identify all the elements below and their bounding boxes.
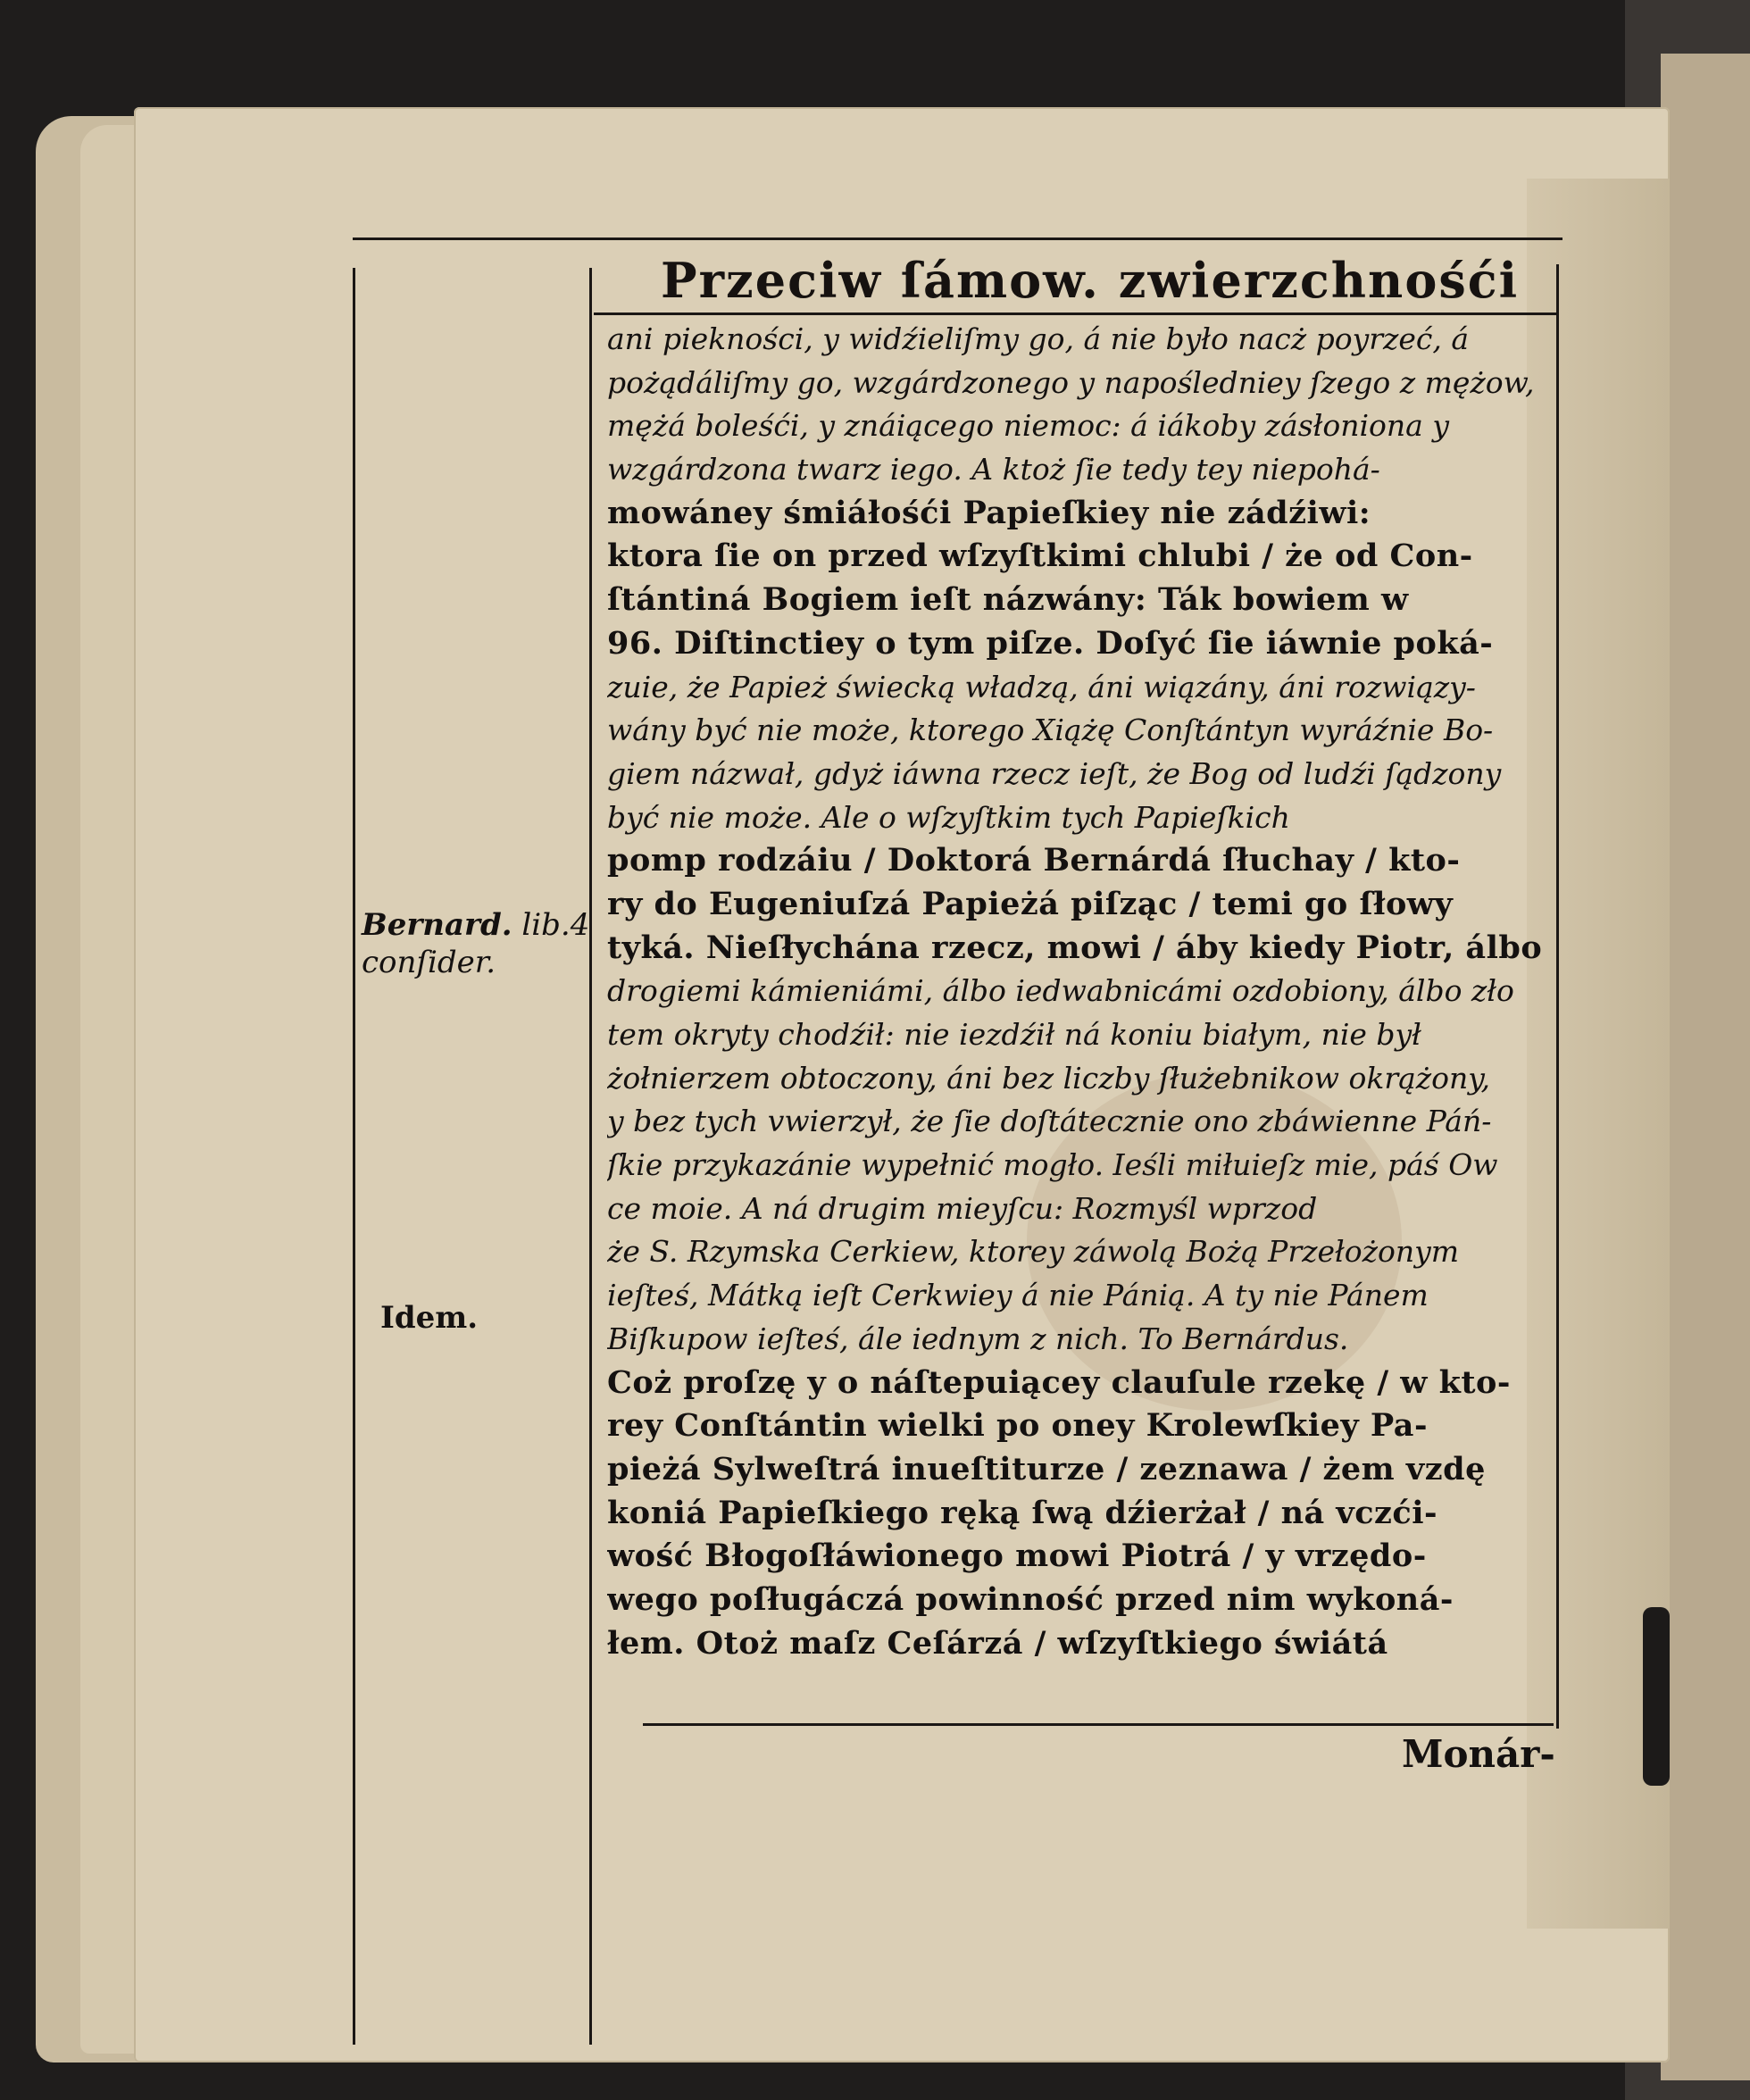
text-line: żołnierzem obtoczony, áni bez liczby ſłużebnikow okrążony, xyxy=(607,1060,1491,1096)
text-line: ktora ſie on przed wſzyſtkimi chlubi / że od Con- xyxy=(607,538,1473,575)
text-line: 96. Diſtinctiey o tym piſze. Doſyć ſie iáwnie poká- xyxy=(607,624,1494,662)
marginal-note-author: Bernard. xyxy=(362,907,512,943)
text-line: ani piekności, y widźieliſmy go, á nie było nacż poyrzeć, á xyxy=(607,321,1470,356)
text-line: mężá boleśći, y znáiącego niemoc: á iákoby zásłoniona y xyxy=(607,408,1449,444)
text-line: Biſkupow ieſteś, ále iednym z nich. To Bernárdus. xyxy=(607,1321,1349,1356)
marginal-note-work: conſider. xyxy=(362,945,496,980)
marginal-note-ref: lib.4 xyxy=(512,907,590,943)
text-line: mowáney śmiáłośći Papieſkiey nie zádźiwi: xyxy=(607,494,1371,531)
marginal-note-idem: Idem. xyxy=(380,1300,479,1336)
text-line: być nie może. Ale o wſzyſtkim tych Papieſkich xyxy=(607,799,1290,835)
text-line: pożądáliſmy go, wzgárdzonego y napośledniey ſzego z mężow, xyxy=(607,364,1535,400)
text-line: koniá Papieſkiego ręką ſwą dźierżał / ná vczći- xyxy=(607,1494,1438,1531)
text-line: drogiemi kámieniámi, álbo iedwabnicámi ozdobiony, álbo zło xyxy=(607,973,1514,1009)
text-line: pomp rodzáiu / Doktorá Bernárdá ſłuchay / kto- xyxy=(607,842,1461,879)
text-line: ſtántiná Bogiem ieſt názwány: Ták bowiem w xyxy=(607,581,1409,619)
text-line: zuie, że Papież świecką władzą, áni wiązány, áni rozwiązy- xyxy=(607,669,1476,704)
frame-rule-right xyxy=(1556,264,1559,1729)
text-line: ieſteś, Mátką ieſt Cerkwiey á nie Pánią. A ty nie Pánem xyxy=(607,1278,1429,1313)
text-line: że S. Rzymska Cerkiew, ktorey záwolą Bożą Przełożonym xyxy=(607,1234,1460,1270)
text-line: ry do Eugeniuſzá Papieżá piſząc / temi go ſłowy xyxy=(607,885,1454,922)
text-line: rey Conſtántin wielki po oney Krolewſkiey Pa- xyxy=(607,1407,1428,1445)
foot-rule xyxy=(643,1723,1554,1726)
text-line: pieżá Sylweſtrá inueſtiturze / zeznawa / żem vzdę xyxy=(607,1450,1486,1488)
frame-rule-margin xyxy=(589,268,592,2045)
text-line: tem okryty chodźił: nie iezdźił ná koniu białym, nie był xyxy=(607,1017,1421,1052)
catchword: Monár- xyxy=(1402,1732,1555,1776)
text-line: tyká. Nieſłychána rzecz, mowi / áby kiedy Piotr, álbo xyxy=(607,929,1543,966)
marginal-note-bernard xyxy=(362,906,589,981)
frame-rule-left xyxy=(353,268,355,2045)
page-damage xyxy=(1643,1607,1670,1786)
text-line: wány być nie może, ktorego Xiążę Conſtántyn wyráźnie Bo- xyxy=(607,712,1494,748)
running-head-rule xyxy=(594,312,1558,315)
running-head: Przeciw ſámow. zwierzchnośći xyxy=(661,252,1520,309)
text-line: giem názwał, gdyż iáwna rzecz ieſt, że Bog od ludźi ſądzony xyxy=(607,755,1502,791)
text-line: ſkie przykazánie wypełnić mogło. Ieśli miłuieſz mie, páś Ow xyxy=(607,1147,1498,1183)
text-line: wość Błogoſłáwionego mowi Piotrá / y vrzędo- xyxy=(607,1538,1427,1575)
text-line: wzgárdzona twarz iego. A ktoż ſie tedy tey niepohá- xyxy=(607,452,1380,488)
frame-rule-top xyxy=(353,238,1562,240)
text-line: Coż proſzę y o náſtepuiącey clauſule rzekę / w kto- xyxy=(607,1363,1511,1401)
text-line: wego poſługáczá powinność przed nim wykoná- xyxy=(607,1580,1454,1618)
text-line: łem. Otoż maſz Ceſárzá / wſzyſtkiego świátá xyxy=(607,1624,1388,1662)
text-line: ce moie. A ná drugim mieyſcu: Rozmyśl wprzod xyxy=(607,1190,1318,1226)
text-line: y bez tych vwierzył, że ſie doſtátecznie ono zbáwienne Páń- xyxy=(607,1104,1492,1139)
body-text xyxy=(607,318,1554,1665)
